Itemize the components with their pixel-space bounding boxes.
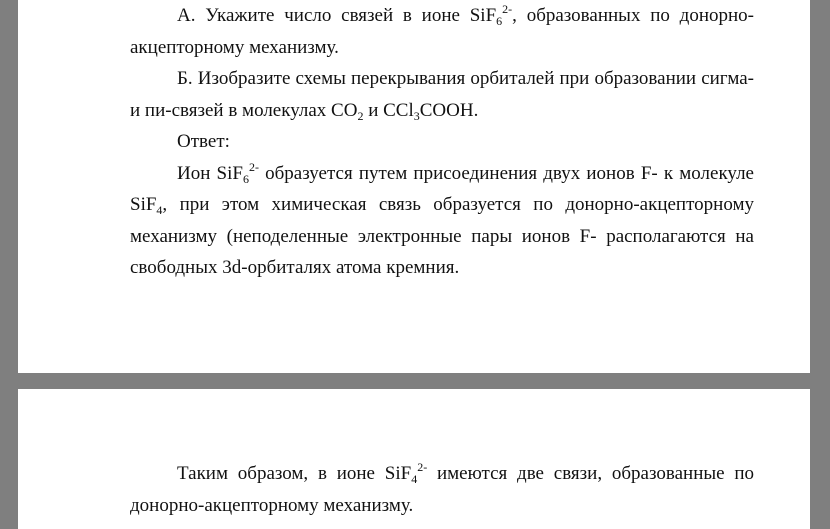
page-2-text — [130, 458, 754, 521]
superscript: 2- — [417, 460, 428, 474]
task-b-text-end: COOH. — [419, 99, 479, 121]
subscript: 3 — [413, 108, 420, 123]
task-a-text: А. Укажите число связей в ионе SiF — [177, 5, 497, 26]
task-a-paragraph — [130, 0, 754, 63]
task-b-text-mid: и CCl — [363, 99, 414, 121]
subscript: 2 — [357, 108, 364, 123]
task-b-text: Б. Изобразите схемы перекрывания орбиталей при образовании сигма- и пи-связей в молекулах CO — [130, 68, 754, 121]
answer-text: Ион SiF — [177, 162, 243, 184]
answer-label: Ответ: — [177, 131, 230, 152]
superscript: 2- — [248, 159, 259, 174]
subscript: 4 — [411, 472, 418, 486]
answer-text-mid: образуется путем присоединения двух ионов F- к молекуле SiF — [130, 162, 754, 215]
document-page-2 — [18, 389, 810, 529]
task-a-text-end: , образованных по донорно-акцепторному механизму. — [130, 5, 755, 58]
subscript: 6 — [496, 14, 503, 28]
subscript: 6 — [242, 171, 249, 186]
page-1-text — [130, 0, 754, 284]
conclusion-paragraph — [130, 458, 754, 521]
conclusion-text: Таким образом, в ионе SiF — [177, 463, 412, 484]
superscript: 2- — [502, 2, 513, 16]
conclusion-text-end: имеются две связи, образованные по донорно-акцепторному механизму. — [130, 463, 755, 516]
answer-text-end: , при этом химическая связь образуется по донорно-акцепторному механизму (неподеленные электронные пары ионов F- располагаются на свободных 3d-орбиталях атома кремния. — [130, 194, 754, 278]
subscript: 4 — [156, 203, 163, 217]
task-b-paragraph — [130, 63, 754, 126]
document-page-1 — [18, 0, 810, 373]
answer-paragraph — [130, 158, 754, 284]
